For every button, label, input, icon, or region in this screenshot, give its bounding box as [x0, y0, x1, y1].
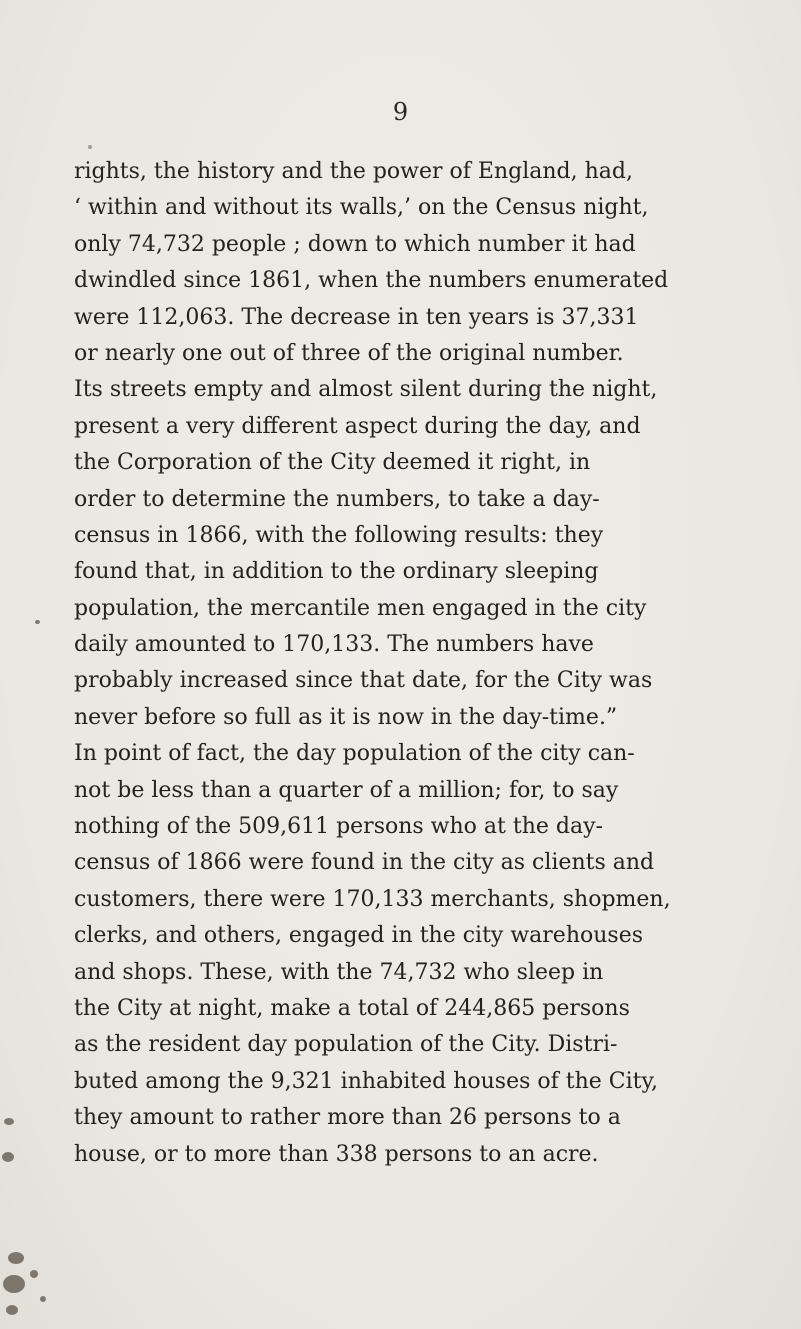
text-line: they amount to rather more than 26 persons to a — [74, 1105, 621, 1131]
paper-blemish — [8, 1252, 24, 1264]
paper-blemish — [4, 1118, 14, 1125]
text-line: census of 1866 were found in the city as clients and — [74, 850, 655, 876]
text-line: census in 1866, with the following results: they — [74, 522, 604, 548]
body-text — [74, 154, 712, 1173]
text-line: In point of fact, the day population of the city can- — [74, 741, 635, 767]
text-line: nothing of the 509,611 persons who at the day- — [74, 814, 603, 840]
paper-blemish — [3, 1275, 25, 1293]
text-line: or nearly one out of three of the original number. — [74, 340, 624, 366]
text-line: only 74,732 people ; down to which number it had — [74, 231, 636, 257]
text-line: ‘ within and without its walls,’ on the Census night, — [74, 195, 649, 221]
paper-blemish — [30, 1270, 38, 1278]
text-line: the Corporation of the City deemed it right, in — [74, 450, 591, 476]
text-line: house, or to more than 338 persons to an acre. — [74, 1141, 599, 1167]
text-line: and shops. These, with the 74,732 who sleep in — [74, 959, 604, 985]
paper-blemish — [88, 145, 92, 149]
text-line: never before so full as it is now in the day-time.” — [74, 704, 618, 730]
text-line: clerks, and others, engaged in the city warehouses — [74, 923, 644, 949]
text-line: daily amounted to 170,133. The numbers have — [74, 632, 594, 658]
page-number: 9 — [392, 98, 409, 126]
paper-blemish — [40, 1296, 46, 1302]
text-line: as the resident day population of the City. Distri- — [74, 1032, 618, 1058]
text-line: dwindled since 1861, when the numbers enumerated — [74, 268, 669, 294]
text-line: the City at night, make a total of 244,865 persons — [74, 995, 630, 1021]
paper-blemish — [6, 1305, 18, 1315]
text-line: were 112,063. The decrease in ten years is 37,331 — [74, 304, 639, 330]
text-line: rights, the history and the power of England, had, — [74, 159, 633, 184]
text-line: buted among the 9,321 inhabited houses of the City, — [74, 1068, 658, 1094]
text-line: Its streets empty and almost silent during the night, — [74, 377, 658, 403]
paper-blemish — [35, 620, 40, 624]
text-line: customers, there were 170,133 merchants, shopmen, — [74, 886, 671, 912]
text-line: order to determine the numbers, to take a day- — [74, 486, 600, 512]
paper-blemish — [2, 1152, 14, 1162]
text-line: population, the mercantile men engaged in the city — [74, 595, 647, 621]
text-line: probably increased since that date, for the City was — [74, 668, 653, 694]
text-line: not be less than a quarter of a million; for, to say — [74, 777, 619, 803]
text-line: found that, in addition to the ordinary sleeping — [74, 559, 599, 585]
text-line: present a very different aspect during the day, and — [74, 413, 641, 439]
